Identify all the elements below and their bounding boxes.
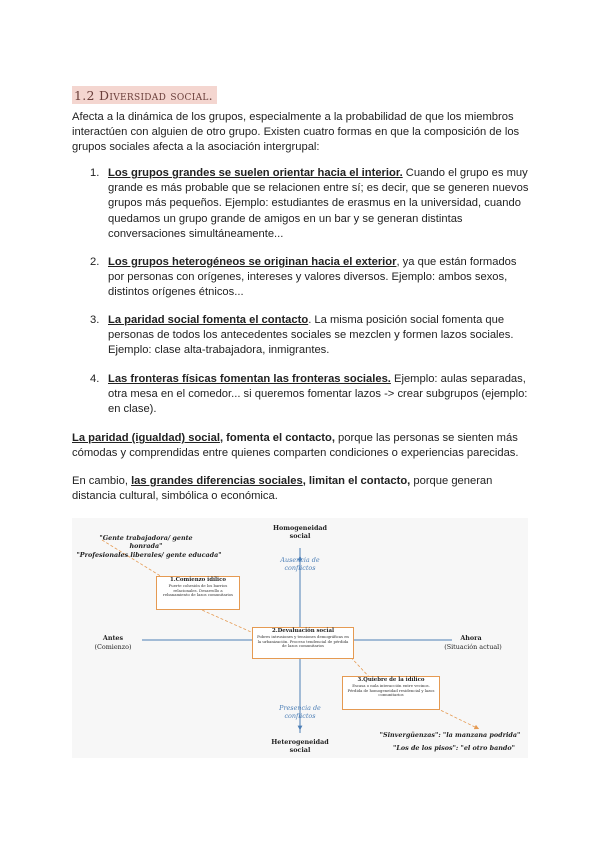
list-item-4 — [90, 372, 535, 418]
box-quiebre-idilico — [342, 676, 440, 710]
quote-bottom-right-1: "Sinvergüenzas": "la manzana podrida" — [379, 731, 521, 739]
quote-bottom-right-2: "Los de los pisos": "el otro bando" — [393, 744, 515, 752]
list-item-heading: Las fronteras físicas fomentan las fronteras sociales. — [108, 373, 391, 385]
list-item-2 — [90, 255, 535, 301]
list-item-1 — [90, 166, 535, 242]
bottom-axis-sublabel: Presencia de conflictos — [279, 704, 321, 720]
box-title: 2.Devaluación social — [271, 628, 335, 634]
top-axis-sublabel: Ausencia de conflictos — [280, 556, 320, 572]
list-item-text: Ejemplo: aulas separadas, otra mesa en el comedor... si queremos fomentar lazos -> crear subgrupos (ejemplo: en clase). — [108, 373, 528, 416]
social-diversity-diagram — [72, 518, 528, 758]
quote-top-left-1: "Gente trabajadora/ gente honrada" — [99, 534, 193, 550]
diferencias-heading: las grandes diferencias sociales — [131, 475, 303, 487]
list-item-heading: Los grupos grandes se suelen orientar hacia el interior. — [108, 167, 403, 179]
list-number: 1. — [90, 167, 100, 179]
list-number: 4. — [90, 373, 100, 385]
paridad-paragraph — [72, 431, 532, 461]
box-description: Pobres intrusiones y tensiones demográficas en la urbanización. Proceso tendencial de pérdida de lazos comunitarios — [257, 634, 349, 649]
section-title: 1.2 Diversidad social. — [72, 86, 217, 104]
intro-paragraph: Afecta a la dinámica de los grupos, especialmente a la probabilidad de que los miembros interactúen con alguien de otro grupo. Existen cuatro formas en que la composición de los grupos sociales afecta a la asociación intergrupal: — [72, 111, 520, 154]
top-axis-label: Homogeneidad social — [272, 524, 328, 540]
box-comienzo-idilico — [156, 576, 240, 610]
diferencias-paragraph — [72, 474, 532, 504]
diferencias-intro: En cambio, — [72, 475, 132, 487]
box-description: Fuerte cohesión de los barrios relacionales. Desarrollo a rebanamiento de lazos comunitarios — [163, 583, 233, 598]
paridad-emphasis: , fomenta el contacto, — [219, 432, 335, 444]
box-devaluacion-social — [252, 627, 354, 659]
diferencias-emphasis: , limitan el contacto, — [302, 475, 411, 487]
list-item-text: . La misma posición social fomenta que personas de todos los antecedentes sociales se mezclen y formen lazos sociales. Ejemplo: clase alta-trabajadora, inmigrantes. — [108, 314, 514, 357]
list-item-heading: La paridad social fomenta el contacto — [108, 314, 309, 326]
diferencias-text: porque generan distancia cultural, simbólica o económica. — [72, 475, 493, 503]
quote-top-left-2: "Profesionales liberales/ gente educada" — [76, 551, 222, 559]
box-title: 3.Quiebre de la idílico — [357, 677, 425, 683]
left-axis-label: Antes — [102, 634, 124, 642]
left-axis-sublabel: (Comienzo) — [94, 643, 132, 651]
box-title: 1.Comienzo idílico — [170, 577, 226, 583]
list-item-text: , ya que están formados por personas con orígenes, intereses y valores diversos. Ejemplo: ambos sexos, distintos orígenes étnicos... — [108, 256, 517, 299]
paridad-text: porque las personas se sienten más cómodas y comprendidas entre quienes comparten condiciones o experiencias parecidas. — [72, 432, 519, 460]
list-number: 2. — [90, 256, 100, 268]
list-item-heading: Los grupos heterogéneos se originan hacia el exterior — [108, 256, 397, 268]
list-number: 3. — [90, 314, 100, 326]
paridad-heading: La paridad (igualdad) social — [72, 432, 220, 444]
box-description: Escasa o nula interacción entre vecinos. Pérdida de homogeneidad residencial y lazos comunitarios — [347, 683, 435, 698]
list-item-3 — [90, 313, 535, 359]
right-axis-label: Ahora — [460, 634, 482, 642]
bottom-axis-label: Heterogeneidad social — [271, 738, 329, 754]
right-axis-sublabel: (Situación actual) — [444, 643, 502, 651]
list-item-text: Cuando el grupo es muy grande es más probable que se relacionen entre sí; es decir, que se generen nuevos grupos más pequeños. Ejemplo: estudiantes de erasmus en la universidad, cuando quedamos un grupo grande de amigos en un bar y se generan distintas conversaciones simultáneamente... — [108, 167, 529, 240]
